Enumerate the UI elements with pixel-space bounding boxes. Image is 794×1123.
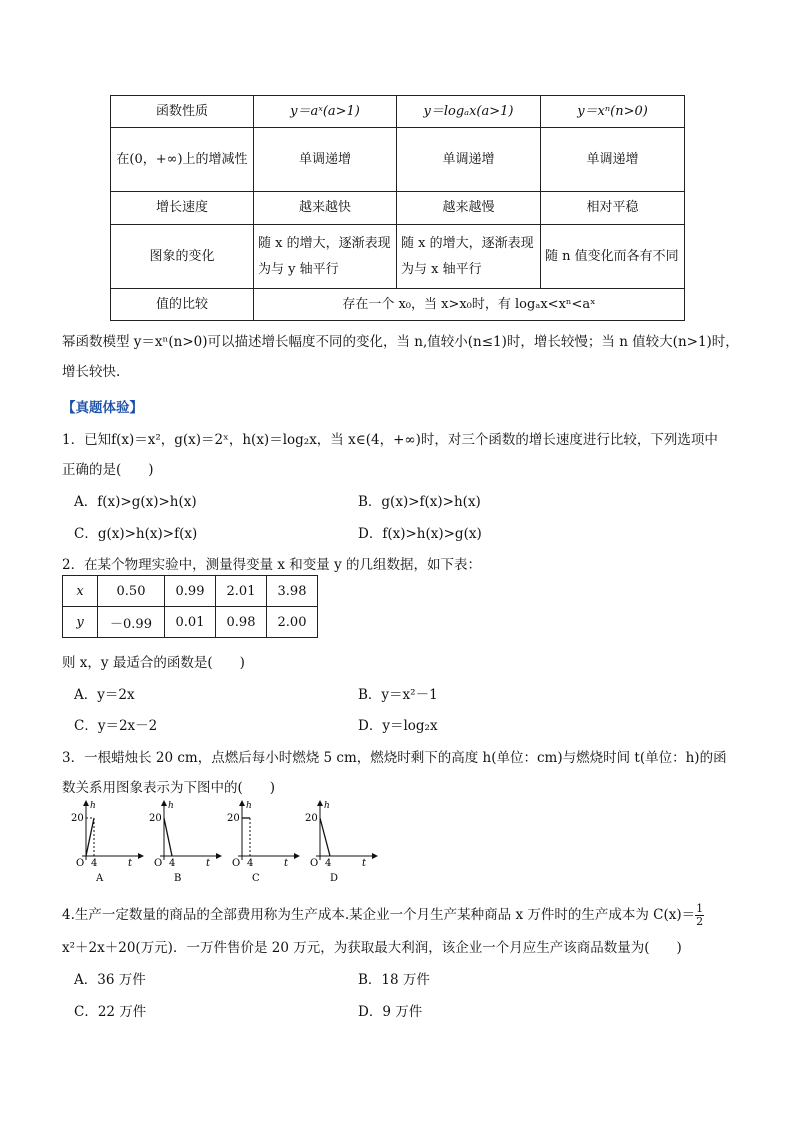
table-cell: 相对平稳 (541, 192, 685, 225)
origin-label: O (76, 858, 85, 869)
x-tick: 4 (325, 858, 332, 869)
note-line-1: 幂函数模型 y＝xⁿ(n>0)可以描述增长幅度不同的变化，当 n,值较小(n≤1)时，增长较慢；当 n 值较大(n>1)时， (62, 334, 739, 350)
x-tick: 4 (247, 858, 254, 869)
table-cell: 随 n 值变化而各有不同 (541, 225, 685, 289)
graph-caption: B (174, 873, 182, 884)
header-logarithmic: y＝logₐx(a>1) (397, 96, 541, 128)
q1-option-d: D．f(x)>h(x)>g(x) (358, 526, 482, 542)
origin-label: O (310, 858, 319, 869)
table-cell: 2.01 (216, 576, 267, 607)
row-label-value-compare: 值的比较 (111, 289, 254, 321)
y-axis-label: h (246, 801, 252, 811)
fraction-denominator: 2 (696, 915, 704, 928)
y-tick: 20 (149, 813, 162, 824)
table-cell: 单调递增 (541, 128, 685, 192)
q2-option-a: A．y＝2x (74, 687, 135, 703)
table-cell: 单调递增 (254, 128, 397, 192)
x-axis-label: t (284, 858, 289, 869)
y-tick: 20 (71, 813, 84, 824)
row-label-growth-speed: 增长速度 (111, 192, 254, 225)
x-tick: 4 (91, 858, 98, 869)
row-label-monotonicity: 在(0，+∞)上的增减性 (111, 128, 254, 192)
fraction-numerator: 1 (696, 902, 704, 915)
q2-option-d: D．y＝log₂x (358, 718, 438, 734)
q2-stem-line-1: 2．在某个物理实验中，测量得变量 x 和变量 y 的几组数据，如下表： (62, 557, 481, 573)
origin-label: O (232, 858, 241, 869)
table-cell: 越来越快 (254, 192, 397, 225)
table-cell: 2.00 (267, 607, 318, 638)
q1-stem-line-1: 1．已知f(x)＝x²，g(x)＝2ˣ，h(x)＝log₂x，当 x∈(4，+∞)时，对三个函数的增长速度进行比较，下列选项中 (62, 432, 718, 448)
table-cell: 0.98 (216, 607, 267, 638)
table-cell: 0.01 (165, 607, 216, 638)
table-cell: －0.99 (98, 607, 165, 638)
section-title: 【真题体验】 (62, 400, 143, 416)
table-cell: 越来越慢 (397, 192, 541, 225)
table-cell: 随 x 的增大，逐渐表现为与 x 轴平行 (397, 225, 541, 289)
q4-option-a: A．36 万件 (74, 972, 146, 988)
q1-stem-line-2: 正确的是( ) (62, 462, 154, 478)
table-cell: 3.98 (267, 576, 318, 607)
graph-line (320, 818, 330, 856)
table-row (111, 225, 685, 289)
graph-caption: A (96, 873, 104, 884)
q1-option-b: B．g(x)>f(x)>h(x) (358, 494, 481, 510)
q4-stem-line-2: x²＋2x＋20(万元)．一万件售价是 20 万元，为获取最大利润，该企业一个月应生产该商品数量为( ) (62, 940, 682, 956)
q2-data-table (62, 575, 318, 638)
x-axis-label: t (128, 858, 133, 869)
graph-d (302, 800, 378, 884)
q1-option-a: A．f(x)>g(x)>h(x) (74, 494, 197, 510)
x-axis-label: t (206, 858, 211, 869)
x-axis-label: t (362, 858, 367, 869)
q3-stem-line-1: 3．一根蜡烛长 20 cm，点燃后每小时燃烧 5 cm，燃烧时剩下的高度 h(单位：cm)与燃烧时间 t(单位：h)的函 (62, 750, 727, 766)
q2-stem-line-2: 则 x，y 最适合的函数是( ) (62, 655, 245, 671)
graph-a (68, 800, 144, 884)
origin-label: O (154, 858, 163, 869)
y-axis-label: h (324, 801, 330, 811)
table-merged-cell: 存在一个 x₀，当 x>x₀时，有 logₐx<xⁿ<aˣ (254, 289, 685, 321)
table-cell: 单调递增 (397, 128, 541, 192)
header-power: y＝xⁿ(n>0) (541, 96, 685, 128)
q1-option-c: C．g(x)>h(x)>f(x) (74, 526, 198, 542)
q3-stem-line-2: 数关系用图象表示为下图中的( ) (62, 780, 276, 796)
y-label: y (63, 607, 98, 638)
q2-option-b: B．y＝x²－1 (358, 687, 438, 703)
q2-option-c: C．y＝2x－2 (74, 718, 158, 734)
q4-option-d: D．9 万件 (358, 1004, 423, 1020)
row-label-graph-change: 图象的变化 (111, 225, 254, 289)
function-properties-table (110, 95, 685, 321)
y-tick: 20 (227, 813, 240, 824)
table-row (63, 607, 318, 638)
table-row (63, 576, 318, 607)
table-row (111, 289, 685, 321)
graph-line (164, 818, 172, 856)
q4-stem-text: 4.生产一定数量的商品的全部费用称为生产成本.某企业一个月生产某种商品 x 万件时的生产成本为 C(x)＝ (62, 907, 696, 923)
header-exponential: y＝aˣ(a>1) (254, 96, 397, 128)
table-cell: 0.50 (98, 576, 165, 607)
y-axis-label: h (90, 801, 96, 811)
x-label: x (63, 576, 98, 607)
table-cell: 0.99 (165, 576, 216, 607)
x-tick: 4 (169, 858, 176, 869)
note-line-2: 增长较快. (62, 364, 121, 380)
graph-line (86, 818, 94, 856)
q4-stem-line-1 (62, 903, 704, 928)
table-header-row (111, 96, 685, 128)
header-property: 函数性质 (111, 96, 254, 128)
graph-b (146, 800, 222, 884)
table-cell: 随 x 的增大，逐渐表现为与 y 轴平行 (254, 225, 397, 289)
y-axis-label: h (168, 801, 174, 811)
graph-c (224, 800, 300, 884)
graph-caption: D (330, 873, 339, 884)
graph-caption: C (252, 873, 260, 884)
table-row (111, 192, 685, 225)
fraction-one-half (695, 903, 704, 928)
q4-option-b: B．18 万件 (358, 972, 430, 988)
y-tick: 20 (305, 813, 318, 824)
table-row (111, 128, 685, 192)
q4-option-c: C．22 万件 (74, 1004, 147, 1020)
